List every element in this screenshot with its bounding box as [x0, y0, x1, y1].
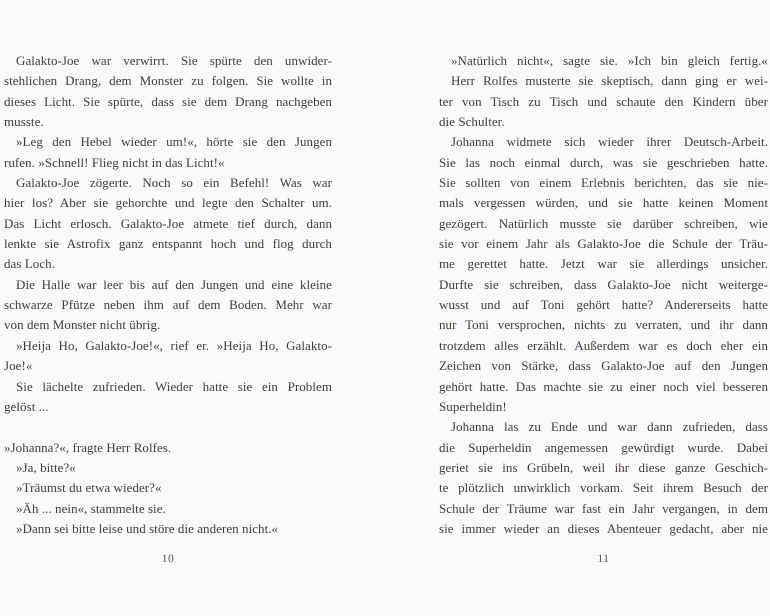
- page-number: 11: [597, 553, 610, 565]
- text-line: Sie las noch einmal durch, was sie geschrieben hatte.: [439, 154, 768, 170]
- text-line: mals vergessen würden, und sie hatte keinen Moment: [439, 195, 768, 211]
- text-line: musste.: [4, 114, 44, 130]
- text-line: te plötzlich unwirklich vorkam. Seit ihrem Besuch der: [439, 480, 768, 496]
- text-line: von dem Monster nicht übrig.: [4, 317, 161, 333]
- text-line: Die Halle war leer bis auf den Jungen und eine kleine: [16, 276, 332, 292]
- text-line: stehlichen Drang, dem Monster zu folgen. Sie wollte in: [4, 73, 332, 89]
- text-line: Herr Rolfes musterte sie skeptisch, dann ging er wei-: [451, 73, 768, 89]
- text-line: Galakto-Joe zögerte. Noch so ein Befehl! Was war: [16, 175, 332, 191]
- text-line: Sie lächelte zufrieden. Wieder hatte sie ein Problem: [16, 378, 332, 394]
- text-line: die Schulter.: [439, 114, 505, 130]
- text-line: Sie sollten von einem Erlebnis berichten, das sie nie-: [439, 175, 768, 191]
- text-line: »Träumst du etwa wieder?«: [16, 480, 162, 496]
- text-line: Galakto-Joe war verwirrt. Sie spürte den unwider-: [16, 53, 332, 68]
- text-line: gehört hatte. Das machte sie zu einer noch viel besseren: [439, 378, 768, 394]
- text-line: Das Licht erlosch. Galakto-Joe atmete tief durch, dann: [4, 215, 332, 231]
- text-line: »Ja, bitte?«: [16, 459, 76, 475]
- text-line: Zeichen von Stärke, dass Galakto-Joe auf den Jungen: [439, 358, 768, 374]
- text-line: gelöst ...: [4, 398, 49, 414]
- blank-line: [4, 417, 332, 437]
- text-line: »Dann sei bitte leise und störe die anderen nicht.«: [16, 520, 279, 536]
- text-line: gezögert. Natürlich musste sie darüber schreiben, wie: [439, 215, 768, 231]
- text-line: sie vor einem Jahr als Galakto-Joe die Schule der Träu-: [439, 236, 768, 252]
- text-line: ter von Tisch zu Tisch und schaute den Kindern über: [439, 93, 768, 109]
- text-line: me gerettet hatte. Jetzt war sie allerdings unsicher.: [439, 256, 768, 272]
- text-line: dieses Licht. Sie spürte, dass sie dem Drang nachgeben: [4, 93, 332, 109]
- text-line: »Äh ... nein«, stammelte sie.: [16, 500, 166, 516]
- text-line: die Superheldin angemessen gewürdigt wurde. Dabei: [439, 439, 768, 455]
- page-left-text-block: [4, 51, 332, 539]
- text-line: Joe!«: [4, 358, 33, 374]
- text-line: nur Toni versprochen, nichts zu verraten, und ihr dann: [439, 317, 768, 333]
- text-line: rufen. »Schnell! Flieg nicht in das Licht!«: [4, 154, 225, 170]
- text-line: schwarze Pfütze neben ihm auf dem Boden. Mehr war: [4, 297, 332, 313]
- text-line: das Loch.: [4, 256, 55, 272]
- page-right-text-block: [439, 51, 768, 539]
- text-line: lenkte sie Astrofix ganz entspannt hoch und flog durch: [4, 236, 332, 252]
- page-right: [385, 0, 770, 616]
- text-line: geriet sie ins Grübeln, weil ihr diese ganze Geschich-: [439, 459, 768, 475]
- text-line: sie immer wieder an dieses Abenteuer gedacht, aber nie: [439, 520, 768, 536]
- text-line: Schule der Träume war fast ein Jahr vergangen, in dem: [439, 500, 768, 516]
- text-line: hier los? Aber sie gehorchte und legte den Schalter um.: [4, 195, 332, 211]
- text-line: »Natürlich nicht«, sagte sie. »Ich bin gleich fertig.«: [451, 53, 768, 68]
- text-line: Johanna las zu Ende und war dann zufrieden, dass: [451, 419, 768, 435]
- text-line: Durfte sie schreiben, dass Galakto-Joe nicht weiterge-: [439, 276, 768, 292]
- page-number: 10: [161, 553, 175, 565]
- text-line: Johanna widmete sich wieder ihrer Deutsch-Arbeit.: [451, 134, 768, 150]
- text-line: »Leg den Hebel wieder um!«, hörte sie den Jungen: [16, 134, 332, 150]
- text-line: »Johanna?«, fragte Herr Rolfes.: [4, 439, 172, 455]
- text-line: trotzdem alles erzählt. Außerdem war es doch eher ein: [439, 337, 768, 353]
- text-line: wusst und auf Toni gehört hatte? Andererseits hatte: [439, 297, 768, 313]
- text-line: »Heija Ho, Galakto-Joe!«, rief er. »Heija Ho, Galakto-: [16, 337, 332, 353]
- text-line: Superheldin!: [439, 398, 507, 414]
